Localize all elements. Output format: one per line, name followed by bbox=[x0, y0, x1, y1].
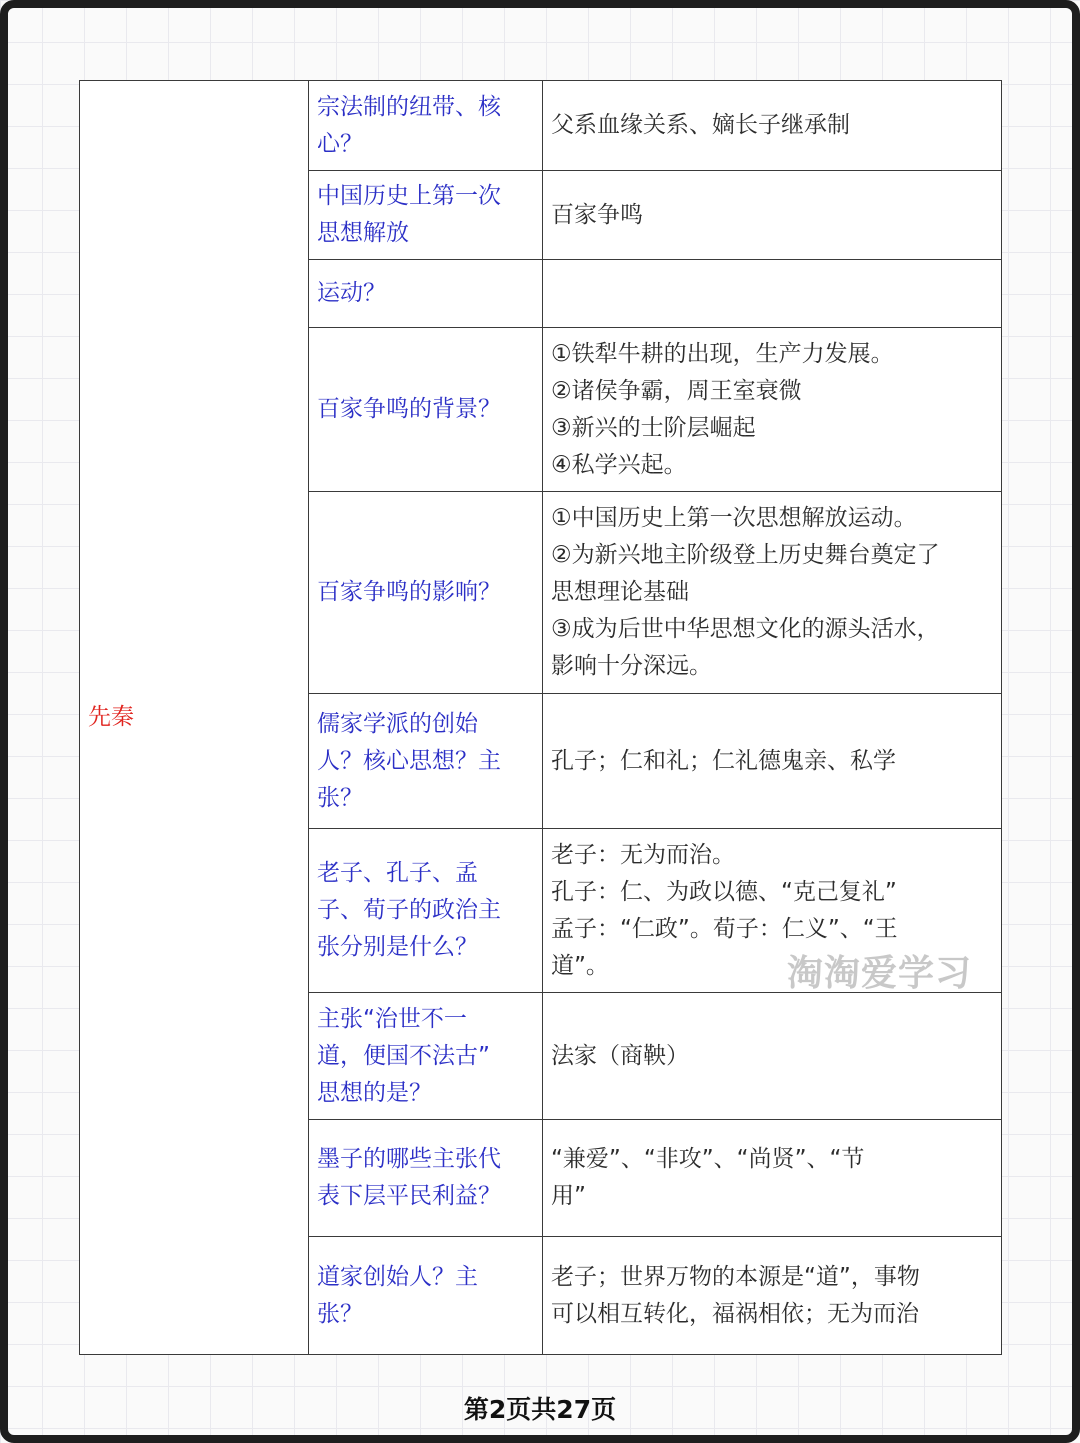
answer-line: “兼爱”、“非攻”、“尚贤”、“节 bbox=[551, 1146, 865, 1172]
question-line: 老子、孔子、孟 bbox=[317, 860, 478, 886]
question-line: 思想解放 bbox=[317, 220, 409, 246]
question-line: 道家创始人？主 bbox=[317, 1263, 478, 1290]
answer-cell bbox=[543, 171, 1002, 260]
answer-line: 影响十分深远。 bbox=[551, 653, 712, 679]
answer-line: 孔子；仁和礼；仁礼德鬼亲、私学 bbox=[551, 747, 896, 774]
era-cell: 先秦 bbox=[80, 81, 309, 1355]
question-cell bbox=[309, 1237, 543, 1355]
answer-cell bbox=[543, 694, 1002, 829]
answer-cell bbox=[543, 492, 1002, 694]
question-line: 子、荀子的政治主 bbox=[317, 897, 501, 923]
qa-table bbox=[79, 80, 1002, 1355]
question-cell bbox=[309, 492, 543, 694]
answer-line: 道”。 bbox=[551, 952, 609, 979]
question-cell bbox=[309, 829, 543, 993]
answer-line: 法家（商鞅） bbox=[551, 1042, 689, 1069]
answer-line: 孔子：仁、为政以德、“克己复礼” bbox=[551, 878, 897, 905]
question-cell bbox=[309, 694, 543, 829]
question-line: 百家争鸣的影响？ bbox=[317, 579, 501, 605]
question-line: 中国历史上第一次 bbox=[317, 183, 501, 209]
answer-line: 孟子：“仁政”。荀子：仁义”、“王 bbox=[551, 915, 898, 942]
question-cell bbox=[309, 81, 543, 171]
answer-line: ③成为后世中华思想文化的源头活水， bbox=[551, 616, 940, 642]
answer-line: ②诸侯争霸，周王室衰微 bbox=[551, 377, 802, 404]
question-line: 人？核心思想？主 bbox=[317, 747, 501, 774]
question-cell bbox=[309, 171, 543, 260]
answer-line: ①铁犁牛耕的出现，生产力发展。 bbox=[551, 340, 894, 367]
answer-line: 父系血缘关系、嫡长子继承制 bbox=[551, 112, 850, 138]
question-line: 宗法制的纽带、核 bbox=[317, 93, 501, 120]
question-line: 百家争鸣的背景？ bbox=[317, 396, 501, 422]
question-line: 张？ bbox=[317, 784, 363, 811]
answer-cell bbox=[543, 993, 1002, 1120]
answer-line: 老子：无为而治。 bbox=[551, 841, 735, 868]
question-cell bbox=[309, 328, 543, 492]
answer-line: ④私学兴起。 bbox=[551, 451, 687, 478]
question-line: 张？ bbox=[317, 1300, 363, 1327]
answer-cell bbox=[543, 81, 1002, 171]
answer-line: 老子；世界万物的本源是“道”，事物 bbox=[551, 1263, 920, 1290]
question-cell bbox=[309, 993, 543, 1120]
answer-line: 思想理论基础 bbox=[551, 579, 689, 605]
answer-line: 可以相互转化，福祸相依；无为而治 bbox=[551, 1300, 919, 1327]
question-line: 运动？ bbox=[317, 280, 386, 306]
answer-cell bbox=[543, 260, 1002, 328]
answer-cell bbox=[543, 1237, 1002, 1355]
question-line: 心？ bbox=[317, 130, 363, 157]
question-cell bbox=[309, 260, 543, 328]
question-line: 思想的是？ bbox=[317, 1079, 432, 1106]
table-row bbox=[80, 81, 1002, 171]
answer-line: ①中国历史上第一次思想解放运动。 bbox=[551, 505, 917, 531]
answer-cell bbox=[543, 328, 1002, 492]
answer-line: ②为新兴地主阶级登上历史舞台奠定了 bbox=[551, 542, 940, 568]
question-line: 墨子的哪些主张代 bbox=[317, 1146, 501, 1172]
answer-line: ③新兴的士阶层崛起 bbox=[551, 414, 756, 441]
question-line: 主张“治世不一 bbox=[317, 1005, 467, 1032]
answer-line: 百家争鸣 bbox=[551, 201, 643, 228]
question-line: 儒家学派的创始 bbox=[317, 710, 478, 737]
watermark: 淘淘爱学习 bbox=[787, 953, 973, 994]
question-line: 道，便国不法古” bbox=[317, 1042, 490, 1069]
answer-cell bbox=[543, 1120, 1002, 1237]
question-cell bbox=[309, 1120, 543, 1237]
answer-line: 用” bbox=[551, 1183, 586, 1209]
question-line: 张分别是什么？ bbox=[317, 934, 478, 960]
page-number: 第2页共27页 bbox=[463, 1395, 617, 1424]
question-line: 表下层平民利益？ bbox=[317, 1183, 501, 1209]
